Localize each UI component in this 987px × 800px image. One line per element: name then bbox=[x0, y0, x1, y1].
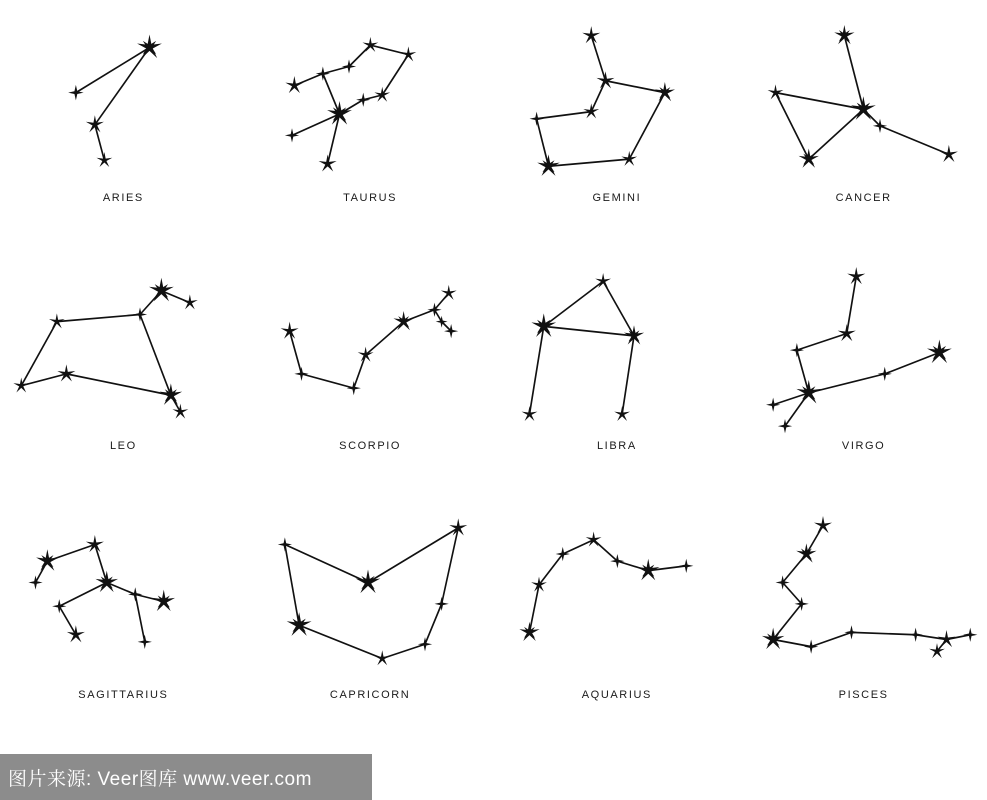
star bbox=[441, 285, 457, 300]
constellation-cell-virgo bbox=[740, 248, 987, 496]
star bbox=[878, 367, 892, 381]
star bbox=[356, 93, 370, 107]
constellation-label-virgo: VIRGO bbox=[841, 440, 886, 453]
star bbox=[52, 599, 66, 613]
star bbox=[285, 76, 303, 93]
constellation-figure-aries bbox=[0, 0, 247, 190]
star bbox=[909, 627, 923, 641]
star bbox=[596, 71, 614, 88]
constellation-label-capricorn: CAPRICORN bbox=[329, 688, 411, 701]
star bbox=[182, 295, 198, 310]
star bbox=[529, 112, 543, 126]
constellation-label-scorpio: SCORPIO bbox=[339, 440, 402, 453]
constellation-label-taurus: TAURUS bbox=[343, 192, 398, 204]
star bbox=[614, 406, 630, 421]
star bbox=[28, 575, 42, 589]
constellation-label-leo: LEO bbox=[109, 440, 137, 453]
watermark-text: 图片来源: Veer图库 www.veer.com bbox=[8, 768, 312, 790]
star bbox=[814, 516, 832, 533]
constellation-cell-scorpio bbox=[247, 248, 494, 496]
constellation-cell-leo bbox=[0, 248, 247, 496]
constellation-label-libra: LIBRA bbox=[596, 440, 637, 453]
star bbox=[804, 639, 818, 653]
star bbox=[346, 381, 360, 395]
constellation-cell-sagittarius bbox=[0, 497, 247, 745]
constellation-cell-pisces bbox=[740, 497, 987, 745]
constellation-figure-libra bbox=[494, 248, 741, 438]
constellation-cell-gemini bbox=[494, 0, 741, 248]
star bbox=[316, 67, 330, 81]
star bbox=[838, 324, 856, 341]
star bbox=[790, 343, 804, 357]
constellation-figure-aquarius bbox=[494, 497, 741, 687]
star bbox=[845, 625, 859, 639]
star bbox=[963, 627, 977, 641]
star bbox=[374, 650, 390, 665]
star bbox=[583, 103, 599, 118]
star bbox=[449, 518, 467, 535]
star bbox=[374, 87, 390, 102]
star bbox=[280, 322, 298, 339]
star bbox=[521, 406, 537, 421]
constellation-label-cancer: CANCER bbox=[835, 192, 892, 204]
star bbox=[57, 365, 75, 382]
watermark-bar bbox=[0, 754, 372, 800]
constellation-cell-libra bbox=[494, 248, 741, 496]
star bbox=[768, 84, 784, 99]
star bbox=[285, 128, 299, 142]
star bbox=[766, 398, 780, 412]
constellation-cell-aries bbox=[0, 0, 247, 248]
star bbox=[418, 637, 432, 651]
star bbox=[679, 558, 693, 572]
star bbox=[555, 547, 569, 561]
star bbox=[96, 152, 112, 167]
constellation-figure-scorpio bbox=[247, 248, 494, 438]
constellation-figure-gemini bbox=[494, 0, 741, 190]
constellation-cell-capricorn bbox=[247, 497, 494, 745]
constellation-label-sagittarius: SAGITTARIUS bbox=[78, 688, 169, 701]
star bbox=[940, 145, 958, 162]
constellation-figure-virgo bbox=[740, 248, 987, 438]
constellation-label-aries: ARIES bbox=[102, 192, 144, 204]
star bbox=[86, 535, 104, 552]
constellation-label-aquarius: AQUARIUS bbox=[581, 688, 652, 701]
constellation-cell-taurus bbox=[247, 0, 494, 248]
star bbox=[68, 85, 83, 100]
star bbox=[778, 419, 792, 433]
constellation-label-gemini: GEMINI bbox=[592, 192, 642, 204]
constellation-figure-capricorn bbox=[247, 497, 494, 687]
star bbox=[172, 404, 188, 419]
star bbox=[318, 154, 336, 171]
constellation-figure-sagittarius bbox=[0, 497, 247, 687]
star bbox=[847, 267, 865, 284]
constellation-cell-aquarius bbox=[494, 497, 741, 745]
star bbox=[278, 537, 292, 551]
constellation-cell-cancer bbox=[740, 0, 987, 248]
constellation-figure-taurus bbox=[247, 0, 494, 190]
constellation-figure-leo bbox=[0, 248, 247, 438]
star bbox=[138, 634, 152, 648]
star bbox=[621, 151, 637, 166]
star bbox=[357, 347, 373, 362]
star bbox=[582, 26, 600, 43]
star bbox=[294, 367, 308, 381]
constellation-figure-pisces bbox=[740, 497, 987, 687]
star bbox=[67, 625, 85, 642]
star bbox=[434, 596, 448, 610]
star bbox=[86, 115, 104, 132]
constellation-label-pisces: PISCES bbox=[838, 688, 889, 701]
constellation-figure-cancer bbox=[740, 0, 987, 190]
star bbox=[128, 587, 142, 601]
